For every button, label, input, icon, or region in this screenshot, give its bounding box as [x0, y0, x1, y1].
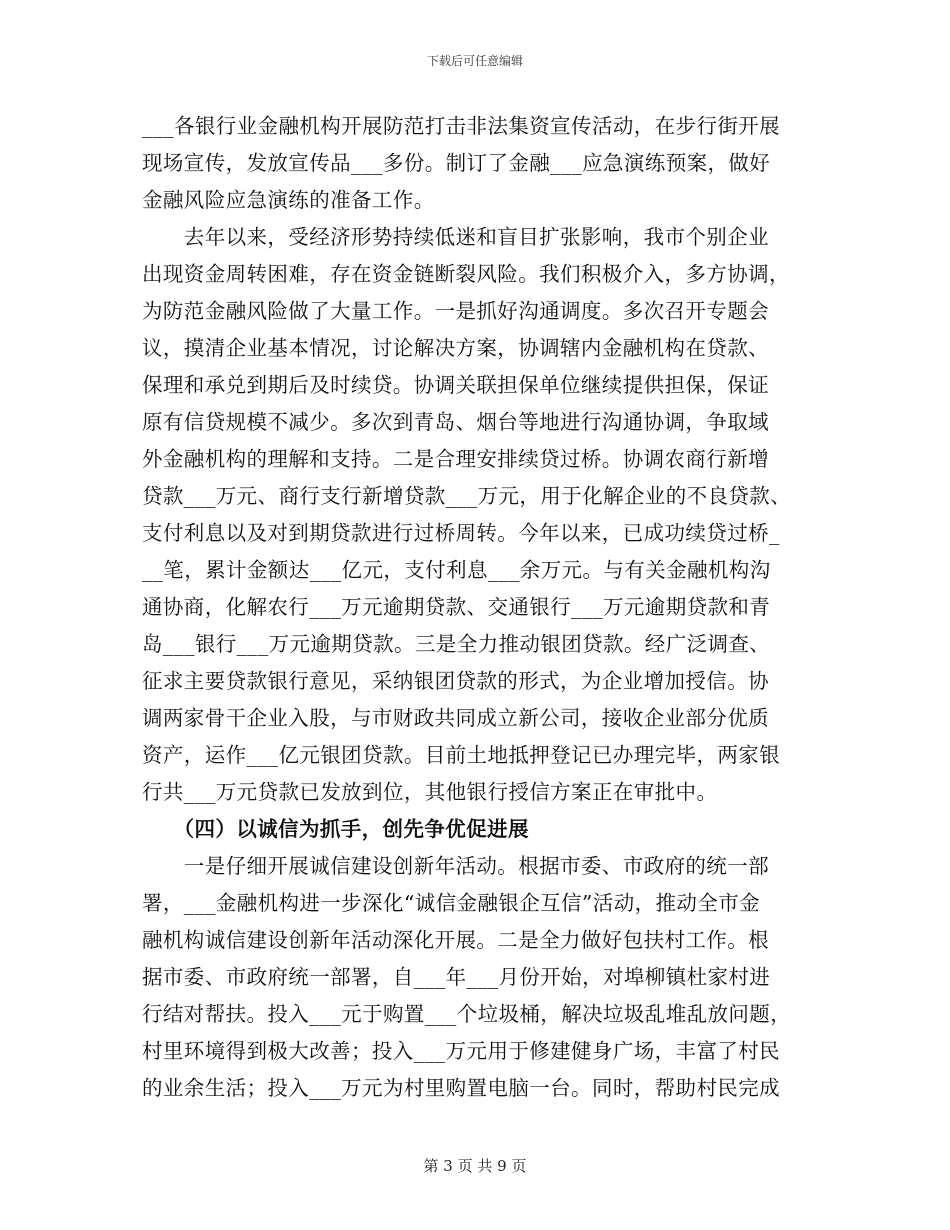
document-body [142, 108, 810, 1107]
paragraph-line: ___各银行业金融机构开展防范打击非法集资宣传活动，在步行街开展 [142, 114, 781, 138]
page-footer: 第 3 页 共 9 页 [423, 1157, 527, 1175]
paragraph-line: 据市委、市政府统一部署，自___年___月份开始，对埠柳镇杜家村进 [142, 965, 771, 989]
paragraph-line: 署，___金融机构进一步深化“诚信金融银企互信”活动，推动全市金 [142, 891, 761, 915]
paragraph-line: 出现资金周转困难，存在资金链断裂风险。我们积极介入，多方协调， [142, 262, 790, 286]
paragraph-line: 支付利息以及对到期贷款进行过桥周转。今年以来，已成功续贷过桥_ [142, 521, 780, 545]
paragraph-line: 通协商，化解农行___万元逾期贷款、交通银行___万元逾期贷款和青 [142, 595, 771, 619]
paragraph-line: 岛___银行___万元逾期贷款。三是全力推动银团贷款。经广泛调查、 [142, 632, 771, 656]
section-heading: （四）以诚信为抓手，创先争优促进展 [142, 817, 529, 841]
paragraph-line: 行共___万元贷款已发放到位，其他银行授信方案正在审批中。 [142, 780, 718, 804]
paragraph-line: 村里环境得到极大改善；投入___万元用于修建健身广场，丰富了村民 [142, 1039, 781, 1063]
paragraph-line: 调两家骨干企业入股，与市财政共同成立新公司，接收企业部分优质 [142, 706, 769, 730]
paragraph-line: 现场宣传，发放宣传品___多份。制订了金融___应急演练预案，做好 [142, 151, 771, 175]
paragraph-line: 资产，运作___亿元银团贷款。目前土地抵押登记已办理完毕，两家银 [142, 743, 781, 767]
paragraph-line: 一是仔细开展诚信建设创新年活动。根据市委、市政府的统一部 [142, 854, 769, 878]
paragraph-line: 议，摸清企业基本情况，讨论解决方案，协调辖内金融机构在贷款、 [142, 336, 769, 360]
paragraph-line: 原有信贷规模不减少。多次到青岛、烟台等地进行沟通协调，争取域 [142, 410, 769, 434]
paragraph-line: 外金融机构的理解和支持。二是合理安排续贷过桥。协调农商行新增 [142, 447, 769, 471]
page-header: 下载后可任意编辑 [426, 54, 523, 68]
paragraph-line: 保理和承兑到期后及时续贷。协调关联担保单位继续提供担保，保证 [142, 373, 769, 397]
paragraph-line: 征求主要贷款银行意见，采纳银团贷款的形式，为企业增加授信。协 [142, 669, 769, 693]
paragraph-line: 行结对帮扶。投入___元于购置___个垃圾桶，解决垃圾乱堆乱放问题， [142, 1002, 792, 1026]
paragraph-line: 去年以来，受经济形势持续低迷和盲目扩张影响，我市个别企业 [142, 225, 769, 249]
paragraph-line: 金融风险应急演练的准备工作。 [142, 188, 435, 212]
paragraph-line: 贷款___万元、商行支行新增贷款___万元，用于化解企业的不良贷款、 [142, 484, 792, 508]
paragraph-line: __笔，累计金额达___亿元，支付利息___余万元。与有关金融机构沟 [142, 558, 771, 582]
paragraph-line: 的业余生活；投入___万元为村里购置电脑一台。同时，帮助村民完成 [142, 1076, 781, 1100]
paragraph-line: 融机构诚信建设创新年活动深化开展。二是全力做好包扶村工作。根 [142, 928, 769, 952]
paragraph-line: 为防范金融风险做了大量工作。一是抓好沟通调度。多次召开专题会 [142, 299, 769, 323]
